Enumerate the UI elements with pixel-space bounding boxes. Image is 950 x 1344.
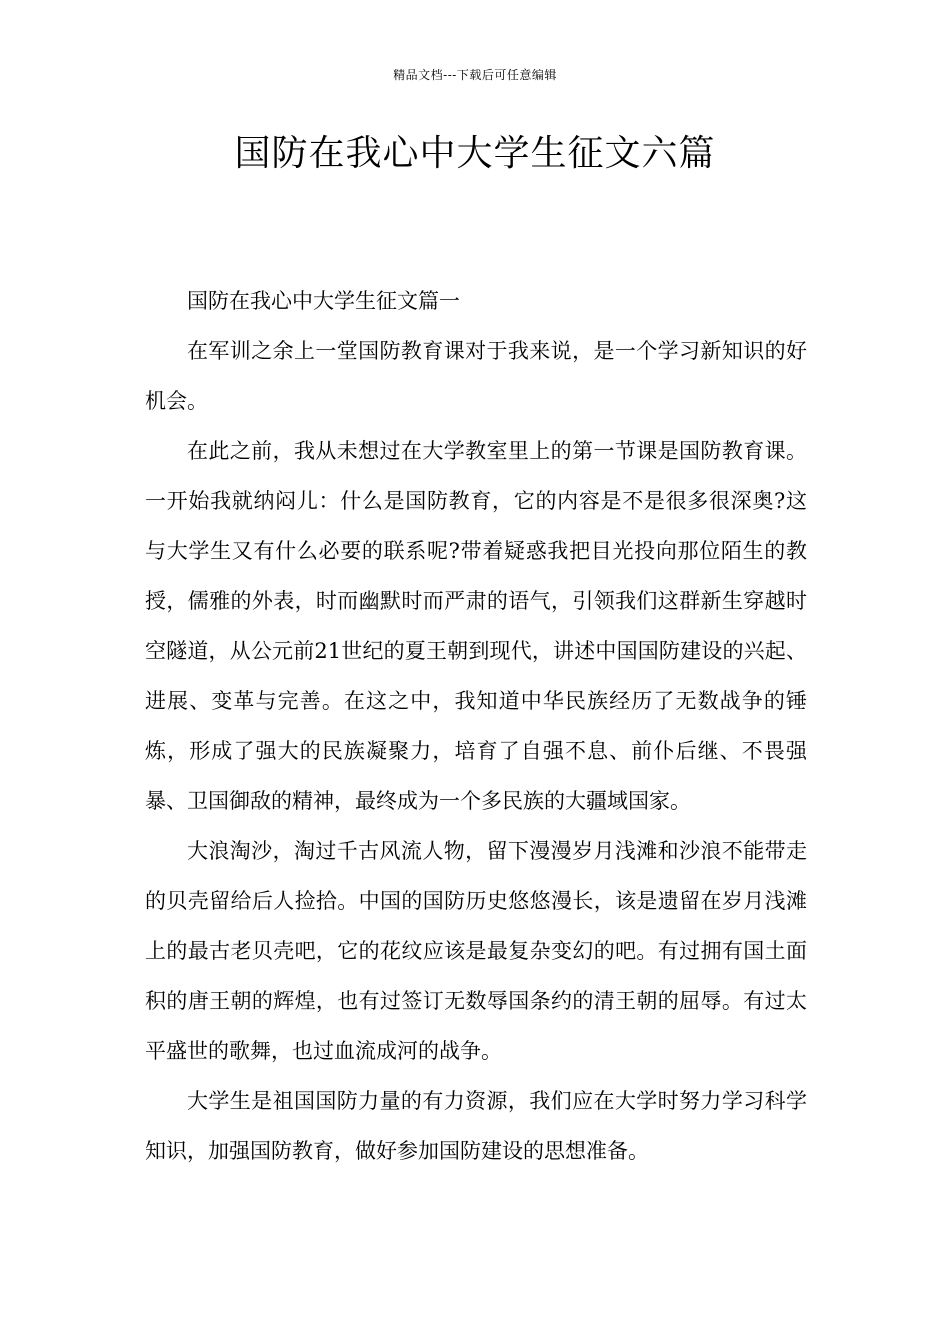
paragraph: 在军训之余上一堂国防教育课对于我来说，是一个学习新知识的好机会。 <box>145 339 807 413</box>
paragraph: 大浪淘沙，淘过千古风流人物，留下漫漫岁月浅滩和沙浪不能带走的贝壳留给后人捡拾。中国的国防历史悠悠漫长，该是遗留在岁月浅滩上的最古老贝壳吧，它的花纹应该是最复杂变幻的吧。有过拥有国土面积的唐王朝的辉煌，也有过签订无数辱国条约的清王朝的屈辱。有过太平盛世的歌舞，也过血流成河的战争。 <box>145 839 807 1063</box>
paragraph: 大学生是祖国国防力量的有力资源，我们应在大学时努力学习科学知识，加强国防教育，做好参加国防建设的思想准备。 <box>145 1089 807 1163</box>
paragraph: 在此之前，我从未想过在大学教室里上的第一节课是国防教育课。一开始我就纳闷儿：什么是国防教育，它的内容是不是很多很深奥?这与大学生又有什么必要的联系呢?带着疑惑我把目光投向那位陌生的教授，儒雅的外表，时而幽默时而严肃的语气，引领我们这群新生穿越时空隧道，从公元前21世纪的夏王朝到现代，讲述中国国防建设的兴起、进展、变革与完善。在这之中，我知道中华民族经历了无数战争的锤炼，形成了强大的民族凝聚力，培育了自强不息、前仆后继、不畏强暴、卫国御敌的精神，最终成为一个多民族的大疆域国家。 <box>145 439 807 813</box>
document-title: 国防在我心中大学生征文六篇 <box>234 133 716 174</box>
header-note: 精品文档---下载后可任意编辑 <box>393 68 557 82</box>
section-heading: 国防在我心中大学生征文篇一 <box>187 289 460 313</box>
document-body <box>145 276 807 1176</box>
